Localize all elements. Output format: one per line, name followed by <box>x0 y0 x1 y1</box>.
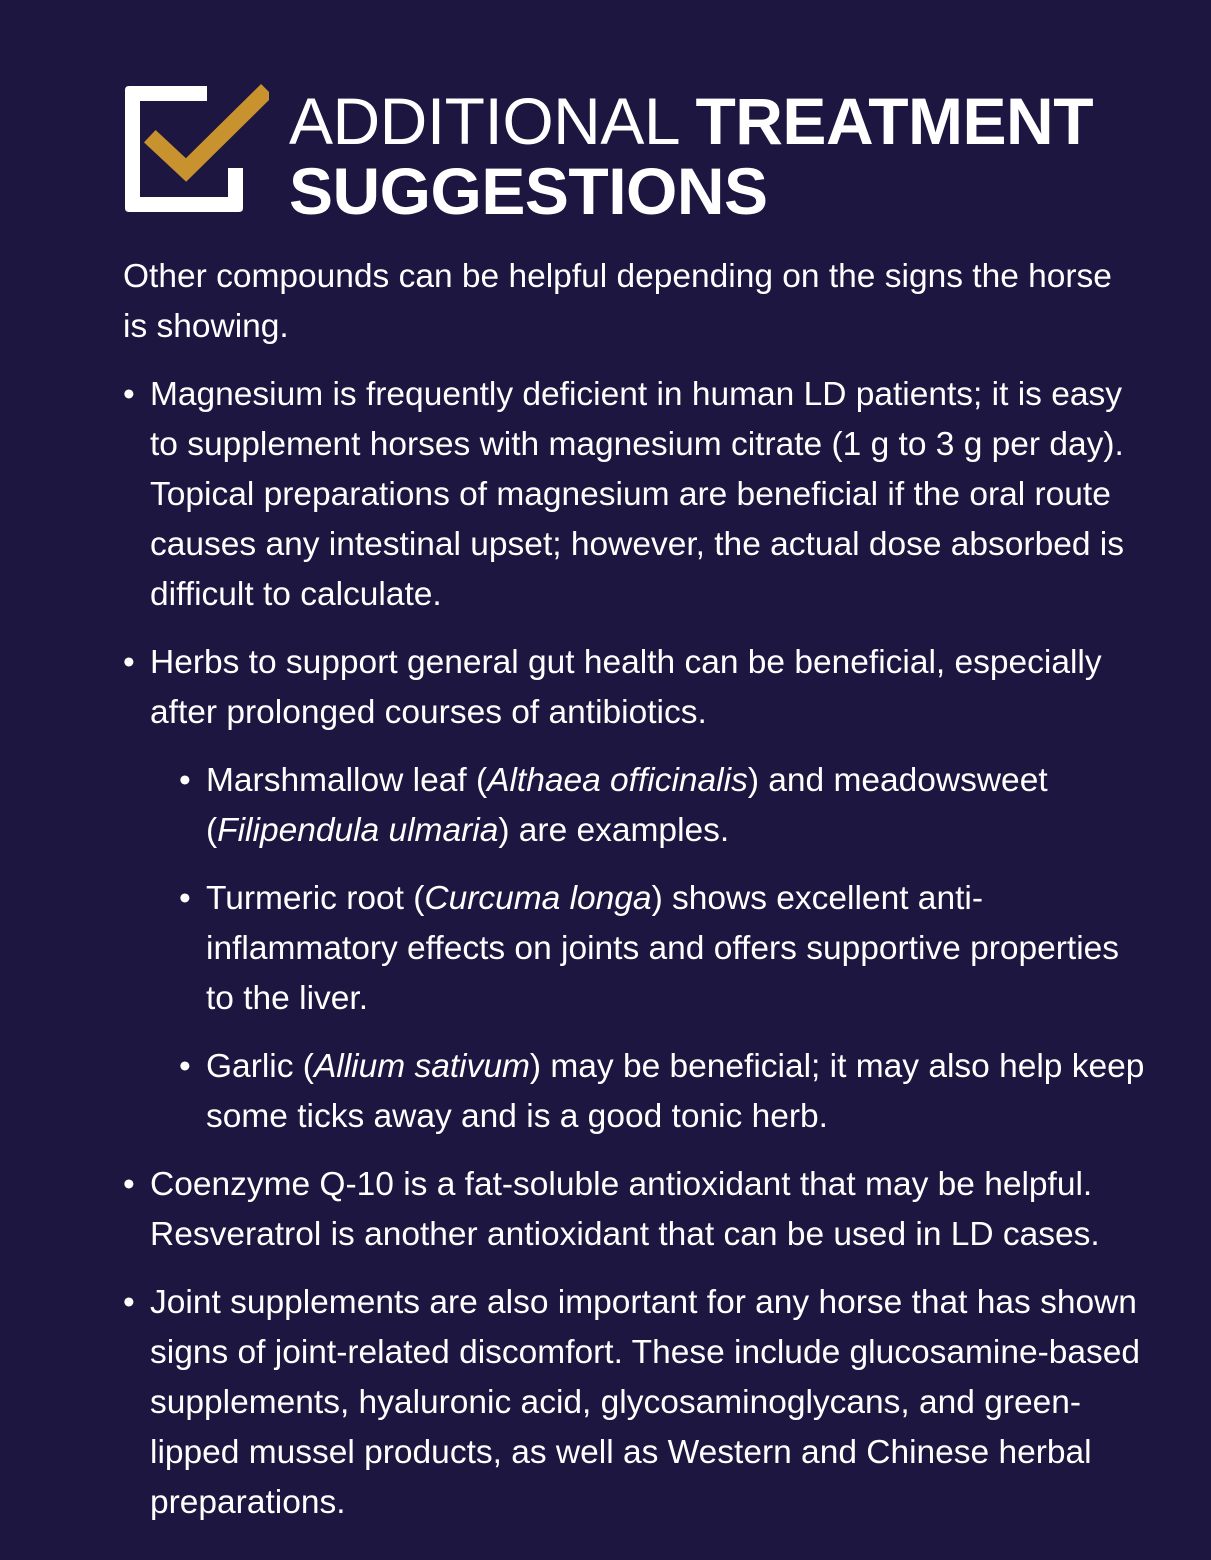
text: ) may be beneficial; it may also help keep some ticks away and is a good tonic herb. <box>206 1048 1145 1135</box>
herb-sublist <box>150 756 1153 1142</box>
suggestion-list <box>123 370 1153 1546</box>
section-header <box>123 84 1093 226</box>
text: ) and meadowsweet ( <box>206 762 1048 849</box>
bullet-joint-supplements: • Joint supplements are also important for any horse that has shown signs of joint-related discomfort. These include glucosamine-based supplements, hyaluronic acid, glycosaminoglycans, and green-lipped mussel products, as well as Western and Chinese herbal preparations. <box>123 1278 1153 1528</box>
title-bold-2: SUGGESTIONS <box>289 154 768 228</box>
intro-paragraph: Other compounds can be helpful depending on the signs the horse is showing. <box>123 258 1112 345</box>
text: ) are examples. <box>498 812 730 849</box>
checkbox-checked-icon <box>123 84 269 216</box>
section-title <box>289 86 1093 226</box>
text: Turmeric root ( <box>206 880 425 917</box>
subbullet-turmeric <box>179 874 1153 1024</box>
bullet-herbs-text: Herbs to support general gut health can be beneficial, especially after prolonged courses of antibiotics. <box>150 644 1102 731</box>
latin-name: Allium sativum <box>313 1048 530 1085</box>
text: Marshmallow leaf ( <box>206 762 488 799</box>
title-bold-1: TREATMENT <box>695 84 1094 158</box>
bullet-coenzyme: • Coenzyme Q-10 is a fat-soluble antioxidant that may be helpful. Resveratrol is another antioxidant that can be used in LD cases. <box>123 1160 1153 1260</box>
bullet-herbs <box>123 638 1153 1142</box>
subbullet-garlic <box>179 1042 1153 1142</box>
text: Garlic ( <box>206 1048 314 1085</box>
latin-name: Althaea officinalis <box>487 762 748 799</box>
text: ) shows excellent anti-inflammatory effects on joints and offers supportive properties to the liver. <box>206 880 1120 1017</box>
bullet-magnesium: • Magnesium is frequently deficient in human LD patients; it is easy to supplement horses with magnesium citrate (1 g to 3 g per day). Topical preparations of magnesium are beneficial if the oral route causes any intestinal upset; however, the actual dose absorbed is difficult to calculate. <box>123 370 1153 620</box>
title-light: ADDITIONAL <box>289 84 696 158</box>
subbullet-marshmallow <box>179 756 1153 856</box>
latin-name: Curcuma longa <box>424 880 652 917</box>
latin-name: Filipendula ulmaria <box>217 812 499 849</box>
